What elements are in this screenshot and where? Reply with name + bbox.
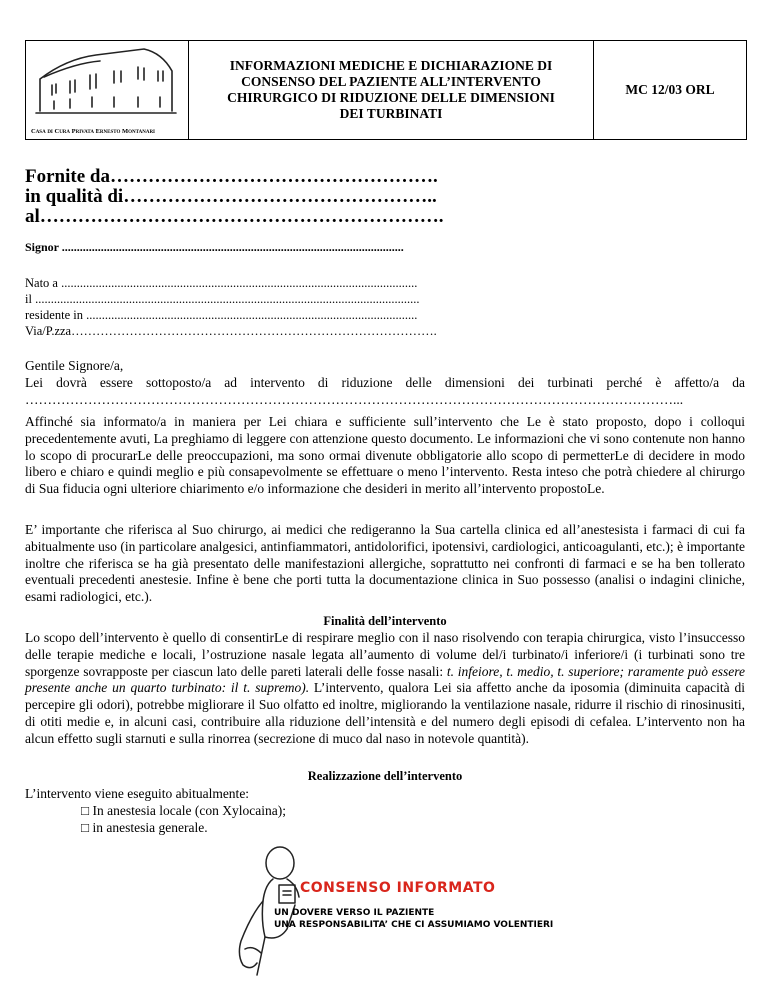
intro-line: Lei dovrà essere sottoposto/a ad intervento di riduzione delle dimensioni dei turbinati perché è affetto/a da <box>25 374 745 390</box>
realizzazione-intro: L’intervento viene eseguito abitualmente: <box>25 786 250 801</box>
residente-field[interactable]: residente in .......................................................................................................... <box>25 308 418 322</box>
info-paragraph: Affinché sia informato/a in maniera per Lei chiara e sufficiente sull’intervento che Le è stato proposto, dopo i colloqui precedentemente avuti, La preghiamo di leggere con attenzione questo documento. Le informazioni che vi sono contenute non hanno lo scopo di procurarLe delle preoccupazioni, ma sono ormai divenute obbligatorie allo scopo di permetterLe di decidere in modo libero e chiaro e quindi meglio e più consapevolmente se effettuare o meno l’intervento. Resta inteso che potrà chiedere al chirurgo di Sua fiducia ogni ulteriore chiarimento e/o informazione che desideri in merito all’intervento propostoLe. <box>25 414 745 497</box>
fornite-da-field[interactable]: Fornite da……………………………………………. <box>25 166 438 187</box>
consent-line: UN DOVERE VERSO IL PAZIENTE <box>274 908 435 918</box>
realizzazione-section <box>25 786 745 836</box>
via-field[interactable]: Via/P.zza……………………………………………………………………………. <box>25 324 437 338</box>
option-general-anesthesia[interactable]: □ in anestesia generale. <box>81 819 208 835</box>
finalita-paragraph <box>25 630 745 748</box>
il-field[interactable]: il ........................................................................................................................... <box>25 292 420 306</box>
medications-paragraph: E’ importante che riferisca al Suo chirurgo, ai medici che redigeranno la Sua cartella clinica ed all’anestesista i farmaci di cui fa abitualmente uso (in particolare analgesici, antinfiammatori, antidolorifici, ipotensivi, cardiologici, anticoagulanti, etc.); è importante inoltre che riferisca se ha già presentato delle manifestazioni allergiche, soprattutto nei confronti di farmaci e se ha ben tollerato eventuali precedenti anestesie. Infine è bene che porti tutta la documentazione clinica in Suo possesso (analisi o indagini cliniche, esami radiologici, etc.). <box>25 522 745 605</box>
document-code: MC 12/03 ORL <box>625 82 715 97</box>
title-line: CONSENSO DEL PAZIENTE ALL’INTERVENTO <box>241 74 541 89</box>
logo-caption: Casa di Cura Privata Ernesto Montanari <box>31 128 156 135</box>
building-sketch-icon <box>26 41 186 123</box>
qualita-field[interactable]: in qualità di………………………………………….. <box>25 186 437 207</box>
title-line: CHIRURGICO DI RIDUZIONE DELLE DIMENSIONI <box>227 90 555 105</box>
signor-field[interactable]: Signor .................................................................................................................. <box>25 240 404 254</box>
intro-dots-field[interactable]: ………………………………………………………………………………………………………………………………... <box>25 391 684 407</box>
intro-section <box>25 358 745 408</box>
finalita-heading: Finalità dell’intervento <box>323 614 447 628</box>
document-header <box>25 40 747 140</box>
clinic-logo <box>26 41 189 139</box>
title-line: INFORMAZIONI MEDICHE E DICHIARAZIONE DI <box>229 58 553 73</box>
patient-fields <box>25 275 745 339</box>
consent-title: CONSENSO INFORMATO <box>300 880 496 896</box>
al-field[interactable]: al………………………………………………………. <box>25 206 444 227</box>
document-title <box>189 41 594 139</box>
consent-subtitle <box>274 907 553 931</box>
realizzazione-heading: Realizzazione dell’intervento <box>307 769 463 783</box>
nato-field[interactable]: Nato a .................................................................................................................. <box>25 276 418 290</box>
option-local-anesthesia[interactable]: □ In anestesia locale (con Xylocaina); <box>81 802 286 818</box>
finalita-text-cont: L’intervento, qualora Lei sia affetto anche da iposomia (diminuita capacità di percepire gli odori), potrebbe migliorare il Suo olfatto ed inoltre, migliorando la ventilazione nasale, ridurre il rischio di rinosinusiti, di otiti medie e, in alcuni casi, contribuire alla riduzione dell’intensità e del numero degli episodi di cefalea. L’intervento non ha alcun effetto sugli starnuti e sulla rinorrea (secrezione di muco dal naso in notevole quantità). <box>25 680 745 746</box>
finalita-italic-text: t. infeiore, t. medio, t. superiore; raramente può essere presente anche un quarto turbinato: il t. supremo). <box>25 663 745 696</box>
greeting: Gentile Signore/a, <box>25 358 124 373</box>
finalita-text: Lo scopo dell’intervento è quello di consentirLe di respirare meglio con il naso risolvendo con terapia chirurgica, visto l’insuccesso delle terapie mediche e locali, l’ostruzione nasale legata all’aumento di volume del/i turbinato/i inferiore/i (i turbinati sono tre sporgenze sovrapposte per ciascun lato delle pareti laterali delle fosse nasali: <box>25 630 745 679</box>
provider-fields <box>25 167 444 227</box>
consent-line: UNA RESPONSABILITA’ CHE CI ASSUMIAMO VOLENTIERI <box>274 920 554 930</box>
title-line: DEI TURBINATI <box>339 106 443 121</box>
